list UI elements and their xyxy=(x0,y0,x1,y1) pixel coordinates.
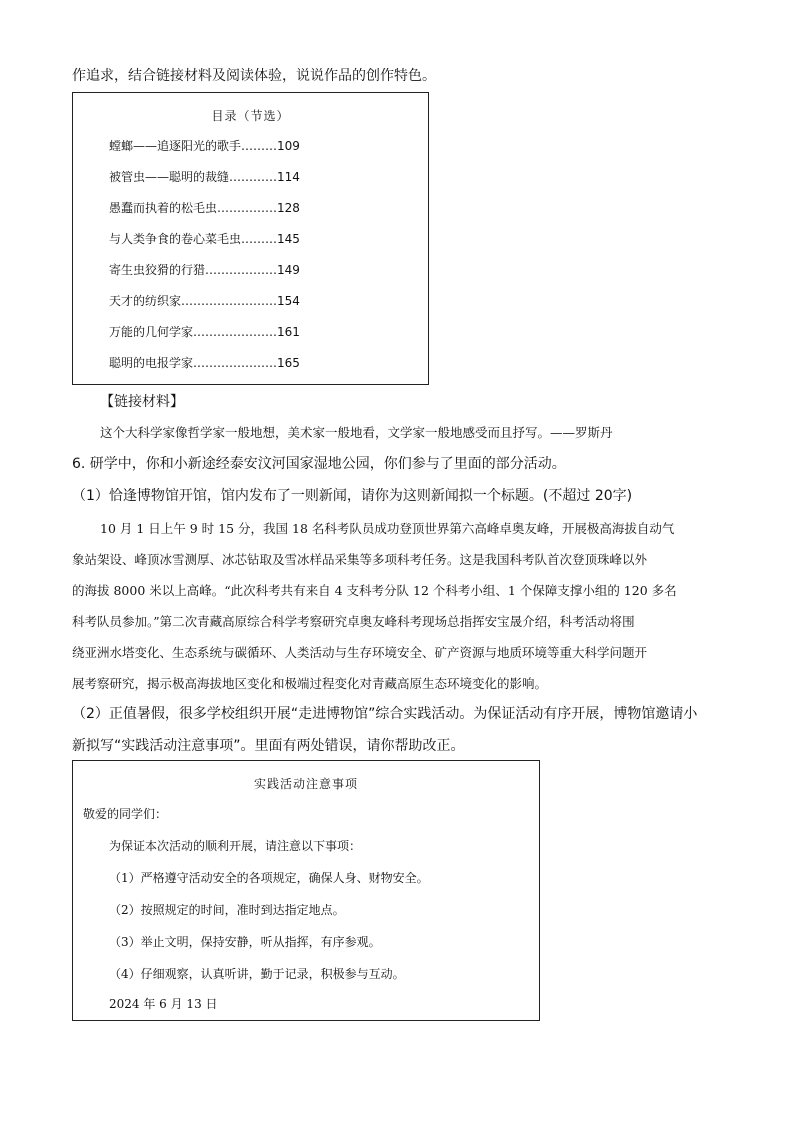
question-6-2-line: 新拟写“实践活动注意事项”。里面有两处错误，请你帮助改正。 xyxy=(72,738,465,754)
toc-box xyxy=(72,92,429,385)
question-6-1: （1）恰逢博物馆开馆，馆内发布了一则新闻，请你为这则新闻拟一个标题。(不超过 20字) xyxy=(72,488,633,504)
news-line: 的海拔 8000 米以上高峰。“此次科考共有来自 4 支科考分队 12 个科考小组、1 个保障支撑小组的 120 多名 xyxy=(72,583,677,598)
news-line: 绕亚洲水塔变化、生态系统与碳循环、人类活动与生存环境安全、矿产资源与地质环境等重大科学问题开 xyxy=(72,645,648,660)
link-quote: 这个大科学家像哲学家一般地想，美术家一般地看，文学家一般地感受而且抒写。——罗斯丹 xyxy=(100,425,613,440)
toc-item: 被管虫——聪明的裁缝…………114 xyxy=(109,170,300,184)
notice-title: 实践活动注意事项 xyxy=(253,777,358,791)
intro-line: 作追求，结合链接材料及阅读体验，说说作品的创作特色。 xyxy=(72,68,436,84)
notice-item: （1）严格遵守活动安全的各项规定，确保人身、财物安全。 xyxy=(109,871,429,885)
toc-item: 与人类争食的卷心菜毛虫………145 xyxy=(109,232,300,246)
notice-greeting: 敬爱的同学们： xyxy=(83,807,168,821)
question-6-2-line: （2）正值暑假，很多学校组织开展“走进博物馆”综合实践活动。为保证活动有序开展，博物馆邀请小 xyxy=(72,706,698,722)
link-heading: 【链接材料】 xyxy=(100,394,184,410)
toc-item: 天才的纺织家……………………154 xyxy=(109,294,300,308)
question-6: 6. 研学中，你和小新途经泰安汶河国家湿地公园，你们参与了里面的部分活动。 xyxy=(72,456,566,472)
toc-item: 万能的几何学家…………………161 xyxy=(109,325,300,339)
notice-date: 2024 年 6 月 13 日 xyxy=(109,997,218,1011)
news-paragraph xyxy=(72,513,724,699)
toc-item: 寄生虫狡猾的行猎………………149 xyxy=(109,263,300,277)
toc-item: 愚蠢而执着的松毛虫……………128 xyxy=(109,201,300,215)
news-line: 科考队员参加。”第二次青藏高原综合科学考察研究卓奥友峰科考现场总指挥安宝晟介绍，科考活动将围 xyxy=(72,614,635,629)
notice-item: （3）举止文明，保持安静，听从指挥，有序参观。 xyxy=(109,935,381,949)
news-line: 象站架设、峰顶冰雪测厚、冰芯钻取及雪冰样品采集等多项科考任务。这是我国科考队首次登顶珠峰以外 xyxy=(72,552,648,567)
news-line: 展考察研究，揭示极高海拔地区变化和极端过程变化对青藏高原生态环境变化的影响。 xyxy=(72,676,548,691)
toc-item: 螳螂——追逐阳光的歌手………109 xyxy=(109,139,300,153)
toc-title: 目录（节选） xyxy=(211,109,290,123)
notice-box xyxy=(72,760,540,1021)
news-line: 10 月 1 日上午 9 时 15 分，我国 18 名科考队员成功登顶世界第六高峰卓奥友峰，开展极高海拔自动气 xyxy=(100,521,675,536)
notice-item: （2）按照规定的时间，准时到达指定地点。 xyxy=(109,903,345,917)
notice-intro: 为保证本次活动的顺利开展，请注意以下事项： xyxy=(109,839,362,853)
notice-item: （4）仔细观察，认真听讲，勤于记录，积极参与互动。 xyxy=(109,967,405,981)
toc-item: 聪明的电报学家…………………165 xyxy=(109,356,300,370)
